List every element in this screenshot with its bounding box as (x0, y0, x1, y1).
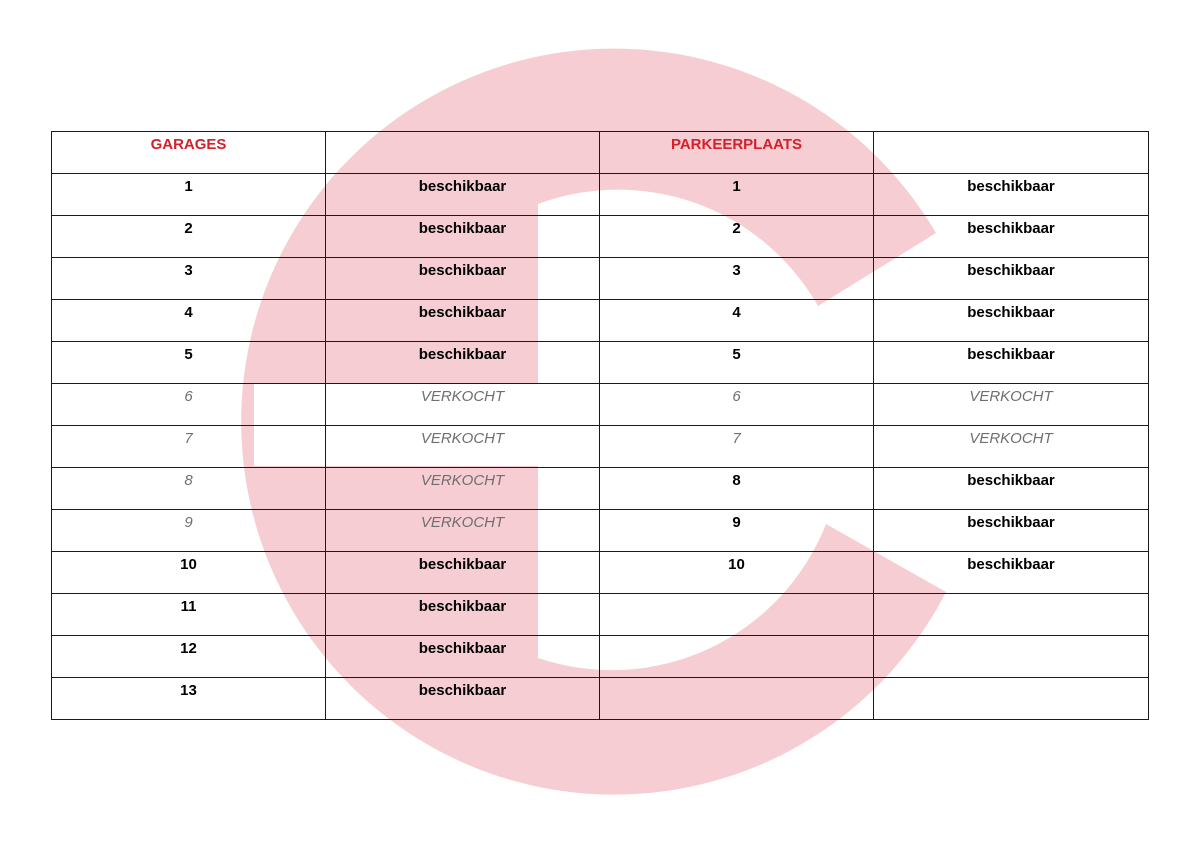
parking-status-cell-text: beschikbaar (967, 514, 1055, 531)
parking-status-header (874, 132, 1149, 174)
parking-status-cell (874, 384, 1149, 426)
table-row (52, 678, 1149, 720)
parking-status-cell (874, 510, 1149, 552)
parking-number-cell-text: 8 (732, 472, 741, 489)
garage-number-cell (52, 510, 326, 552)
parking-number-cell-text: 1 (732, 178, 741, 195)
parking-number-cell (600, 426, 874, 468)
garage-number-cell-text: 3 (184, 262, 193, 279)
garage-number-cell-text: 7 (184, 430, 193, 447)
garage-number-cell-text: 1 (184, 178, 193, 195)
garage-status-cell-text: VERKOCHT (420, 430, 505, 447)
parking-number-cell-text: 7 (732, 430, 741, 447)
garage-status-cell (326, 552, 600, 594)
garage-number-cell-text: 2 (184, 220, 193, 237)
parking-number-cell (600, 258, 874, 300)
garage-number-cell-text: 4 (184, 304, 193, 321)
garage-number-cell (52, 258, 326, 300)
garage-status-cell-text: beschikbaar (418, 346, 507, 363)
garage-status-cell (326, 342, 600, 384)
garage-number-cell (52, 300, 326, 342)
table-row (52, 258, 1149, 300)
garage-number-cell (52, 384, 326, 426)
availability-table (51, 131, 1149, 720)
parking-number-cell-text: 2 (732, 220, 741, 237)
garage-number-cell-text: 8 (184, 472, 193, 489)
garage-number-cell (52, 594, 326, 636)
table-row (52, 384, 1149, 426)
parking-header-label: PARKEERPLAATS (670, 136, 803, 153)
parking-status-cell-text: beschikbaar (967, 304, 1055, 321)
parking-status-cell (874, 678, 1149, 720)
garage-status-cell (326, 258, 600, 300)
table-row (52, 468, 1149, 510)
parking-number-cell-text: 9 (732, 514, 741, 531)
parking-number-cell (600, 510, 874, 552)
parking-status-cell-text: beschikbaar (967, 178, 1055, 195)
parking-number-cell (600, 174, 874, 216)
parking-number-cell (600, 636, 874, 678)
garage-status-cell-text: beschikbaar (418, 556, 507, 573)
parking-number-cell (600, 216, 874, 258)
garage-number-cell-text: 6 (184, 388, 193, 405)
parking-status-cell (874, 342, 1149, 384)
table-row (52, 636, 1149, 678)
parking-status-cell (874, 426, 1149, 468)
parking-status-cell-text: VERKOCHT (969, 430, 1053, 447)
garage-status-cell (326, 300, 600, 342)
parking-header (600, 132, 874, 174)
parking-status-cell-text: beschikbaar (967, 472, 1055, 489)
garage-status-cell-text: beschikbaar (418, 640, 507, 657)
garage-status-cell-text: VERKOCHT (420, 514, 505, 531)
garage-status-cell (326, 174, 600, 216)
garages-header (52, 132, 326, 174)
garage-number-cell-text: 10 (180, 556, 197, 573)
parking-status-cell-text: beschikbaar (967, 556, 1055, 573)
garage-status-cell (326, 510, 600, 552)
parking-number-cell (600, 300, 874, 342)
parking-number-cell-text: 4 (732, 304, 741, 321)
parking-status-cell-text: beschikbaar (967, 220, 1055, 237)
garage-number-cell-text: 5 (184, 346, 193, 363)
table-row (52, 594, 1149, 636)
parking-number-cell (600, 552, 874, 594)
garage-status-cell (326, 468, 600, 510)
garage-status-cell-text: beschikbaar (418, 304, 507, 321)
parking-number-cell-text: 3 (732, 262, 741, 279)
garage-number-cell (52, 342, 326, 384)
garage-number-cell (52, 426, 326, 468)
parking-status-cell (874, 468, 1149, 510)
parking-status-cell-text: VERKOCHT (969, 388, 1053, 405)
table-row (52, 552, 1149, 594)
garage-number-cell (52, 216, 326, 258)
parking-number-cell (600, 384, 874, 426)
garage-status-cell-text: beschikbaar (418, 178, 507, 195)
parking-status-cell (874, 300, 1149, 342)
table-row (52, 510, 1149, 552)
table-header-row (52, 132, 1149, 174)
garage-number-cell-text: 11 (180, 598, 197, 615)
garages-status-header (326, 132, 600, 174)
garage-status-cell-text: VERKOCHT (420, 472, 505, 489)
parking-status-cell (874, 174, 1149, 216)
garage-status-cell (326, 594, 600, 636)
table-row (52, 426, 1149, 468)
parking-number-cell-text: 5 (732, 346, 741, 363)
parking-status-cell (874, 216, 1149, 258)
garage-status-cell (326, 384, 600, 426)
parking-status-cell (874, 594, 1149, 636)
parking-status-cell-text: beschikbaar (967, 262, 1055, 279)
table-body (52, 174, 1149, 720)
parking-status-cell (874, 636, 1149, 678)
garage-status-cell-text: VERKOCHT (420, 388, 505, 405)
garage-number-cell-text: 13 (180, 682, 197, 699)
parking-number-cell (600, 468, 874, 510)
table-row (52, 174, 1149, 216)
garage-number-cell (52, 174, 326, 216)
table-row (52, 216, 1149, 258)
garage-status-cell-text: beschikbaar (418, 682, 507, 699)
parking-number-cell (600, 594, 874, 636)
garage-number-cell (52, 678, 326, 720)
parking-status-cell-text: beschikbaar (967, 346, 1055, 363)
garage-status-cell (326, 426, 600, 468)
parking-number-cell (600, 678, 874, 720)
garage-status-cell (326, 216, 600, 258)
garage-status-cell-text: beschikbaar (418, 220, 507, 237)
garages-header-label: GARAGES (150, 136, 227, 153)
parking-number-cell (600, 342, 874, 384)
parking-number-cell-text: 6 (732, 388, 741, 405)
table-row (52, 342, 1149, 384)
table-row (52, 300, 1149, 342)
garage-number-cell-text: 9 (184, 514, 193, 531)
garage-status-cell (326, 636, 600, 678)
garage-number-cell-text: 12 (180, 640, 197, 657)
garage-status-cell-text: beschikbaar (418, 598, 507, 615)
garage-number-cell (52, 468, 326, 510)
parking-status-cell (874, 552, 1149, 594)
garage-number-cell (52, 552, 326, 594)
garage-status-cell (326, 678, 600, 720)
garage-status-cell-text: beschikbaar (418, 262, 507, 279)
parking-status-cell (874, 258, 1149, 300)
parking-number-cell-text: 10 (728, 556, 745, 573)
garage-number-cell (52, 636, 326, 678)
